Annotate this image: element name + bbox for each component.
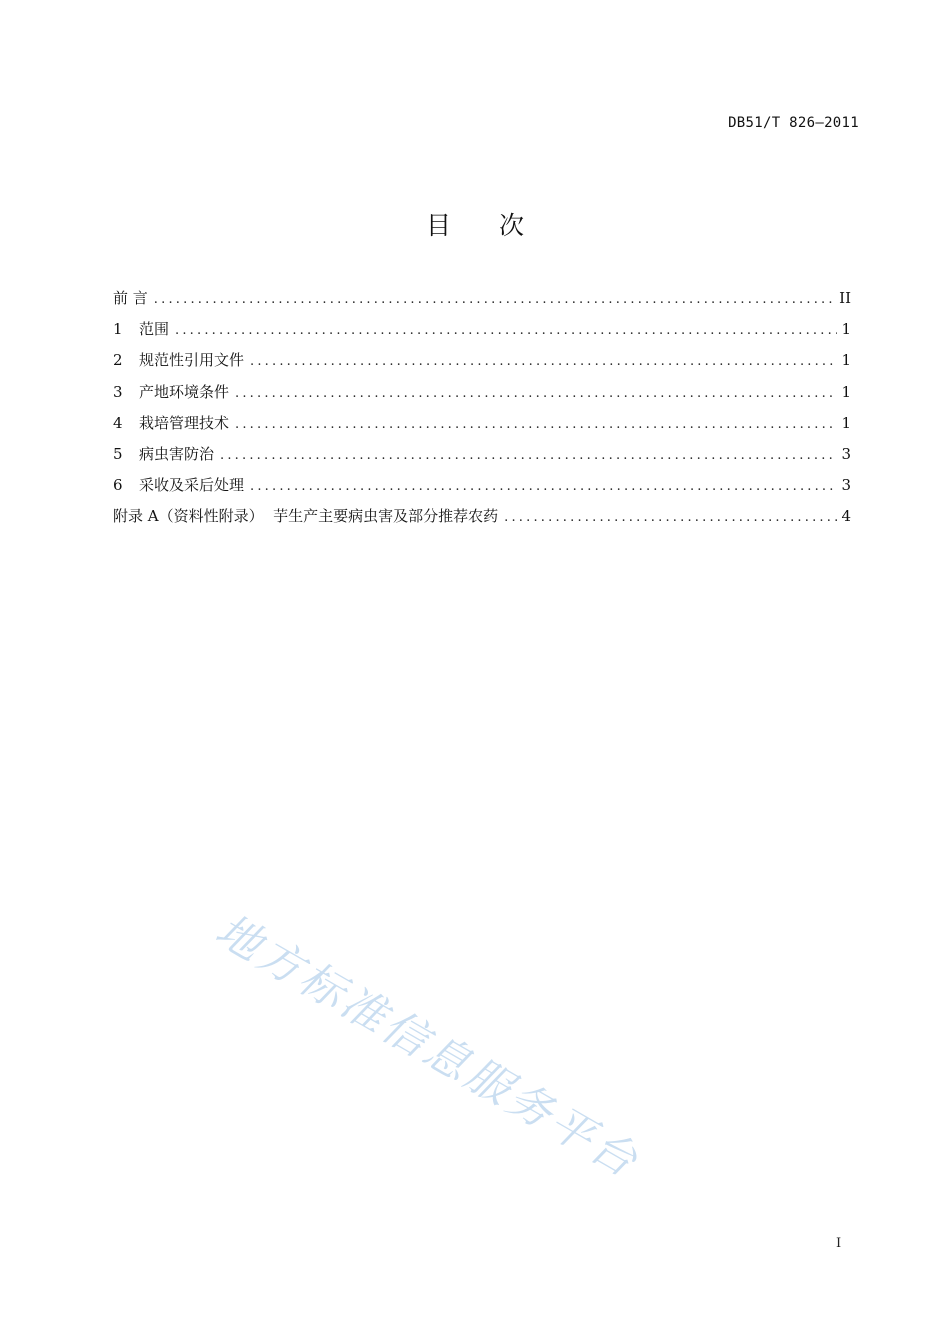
toc-title: 目次 [425,211,572,240]
document-code: DB51/T 826—2011 [728,115,859,131]
toc-entry-page: 4 [841,507,851,526]
toc-dot-leader [235,386,837,401]
toc-dot-leader [504,510,837,525]
toc-dot-leader [220,448,837,463]
toc-entry-number: 4 [113,413,123,432]
watermark: 地方标准信息服务平台 [207,904,649,1189]
toc-entry-page: 1 [841,351,851,370]
toc-entry-page: II [839,289,851,307]
toc-entry-label: 病虫害防治 [139,444,215,463]
toc-entry-page: 3 [841,444,851,463]
toc-entry-scope[interactable] [113,318,851,349]
toc-entry-page: 3 [841,476,851,495]
toc-entry-number: 2 [113,351,123,370]
toc-entry-cultivation-management[interactable] [113,412,851,443]
toc-entry-normative-references[interactable] [113,349,851,380]
toc-dot-leader [250,479,837,494]
toc-entry-appendix-a[interactable] [113,505,851,536]
toc-entry-label: 栽培管理技术 [139,413,230,432]
toc-entry-page: 1 [841,413,851,432]
toc-entry-label: 前 言 [113,289,148,307]
toc-dot-leader [175,323,837,338]
toc-entry-number: 3 [113,382,123,401]
toc-entry-number: 6 [113,476,123,495]
toc-entry-label: 规范性引用文件 [139,351,245,370]
toc-entry-label: 采收及采后处理 [139,476,245,495]
toc-entry-pest-control[interactable] [113,443,851,474]
table-of-contents [113,287,851,537]
toc-entry-number: 1 [113,320,123,339]
toc-entry-page: 1 [841,320,851,339]
toc-entry-label: 附录 A（资料性附录） 芋生产主要病虫害及部分推荐农药 [113,507,499,526]
toc-entry-environment-conditions[interactable] [113,381,851,412]
toc-entry-page: 1 [841,382,851,401]
toc-entry-label: 产地环境条件 [139,382,230,401]
toc-entry-harvest[interactable] [113,474,851,505]
toc-entry-number: 5 [113,444,123,463]
toc-entry-preface[interactable] [113,287,851,318]
toc-dot-leader [235,417,837,432]
page-number: I [836,1236,842,1251]
toc-dot-leader [154,292,835,307]
toc-dot-leader [250,354,837,369]
toc-entry-label: 范围 [139,320,170,339]
